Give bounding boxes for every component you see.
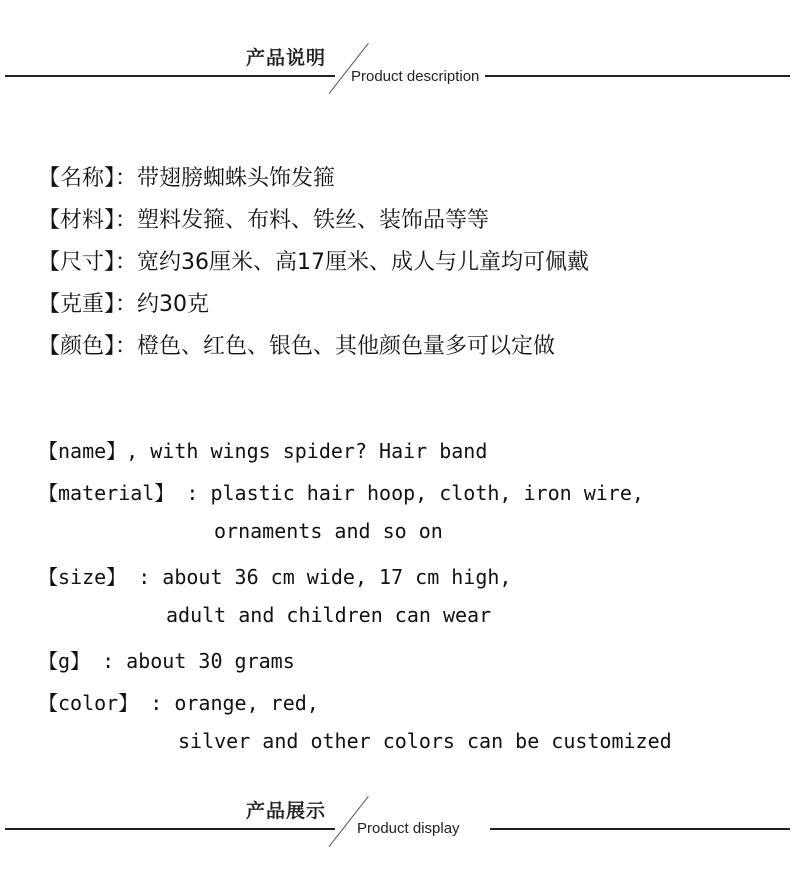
cn-spec-sep: ： (115, 334, 138, 359)
cn-spec-sep: ： (115, 292, 138, 317)
header-rule-left (5, 828, 335, 830)
cn-spec-label: 【名称】 (38, 166, 116, 191)
header-title-cn: 产品说明 (246, 47, 327, 69)
en-spec-weight: 【g】 : about 30 grams (38, 649, 295, 673)
cn-spec-material (38, 203, 489, 234)
header-title-cn: 产品展示 (246, 800, 327, 822)
cn-spec-name (38, 161, 335, 192)
cn-spec-value: 带翅膀蜘蛛头饰发箍 (137, 166, 336, 191)
header-rule-right (490, 828, 790, 830)
cn-spec-label: 【材料】 (38, 208, 116, 233)
en-spec-size: 【size】 : about 36 cm wide, 17 cm high, (38, 565, 512, 589)
cn-spec-color (38, 329, 555, 360)
header-rule-left (5, 75, 335, 77)
en-spec-size-cont: adult and children can wear (166, 603, 492, 627)
header-rule-right (485, 75, 790, 77)
en-spec-material-cont: ornaments and so on (214, 519, 443, 543)
cn-spec-value: 塑料发箍、布料、铁丝、装饰品等等 (137, 208, 490, 233)
cn-spec-size (38, 245, 589, 276)
cn-spec-label: 【颜色】 (38, 334, 116, 359)
cn-spec-sep: ： (115, 208, 138, 233)
section-header-description (0, 40, 800, 100)
cn-spec-value: 约30克 (137, 292, 210, 317)
cn-spec-value: 宽约36厘米、高17厘米、成人与儿童均可佩戴 (137, 250, 590, 275)
en-spec-color-cont: silver and other colors can be customized (178, 729, 672, 753)
en-spec-name: 【name】, with wings spider? Hair band (38, 439, 488, 463)
cn-spec-sep: ： (115, 166, 138, 191)
en-spec-color: 【color】 : orange, red, (38, 691, 319, 715)
header-title-en: Product display (357, 820, 460, 837)
cn-spec-label: 【尺寸】 (38, 250, 116, 275)
cn-spec-weight (38, 287, 209, 318)
cn-spec-label: 【克重】 (38, 292, 116, 317)
en-spec-material: 【material】 : plastic hair hoop, cloth, iron wire, (38, 481, 644, 505)
header-title-en: Product description (351, 68, 480, 85)
section-header-display (0, 793, 800, 853)
cn-spec-sep: ： (115, 250, 138, 275)
cn-spec-value: 橙色、红色、银色、其他颜色量多可以定做 (137, 334, 556, 359)
